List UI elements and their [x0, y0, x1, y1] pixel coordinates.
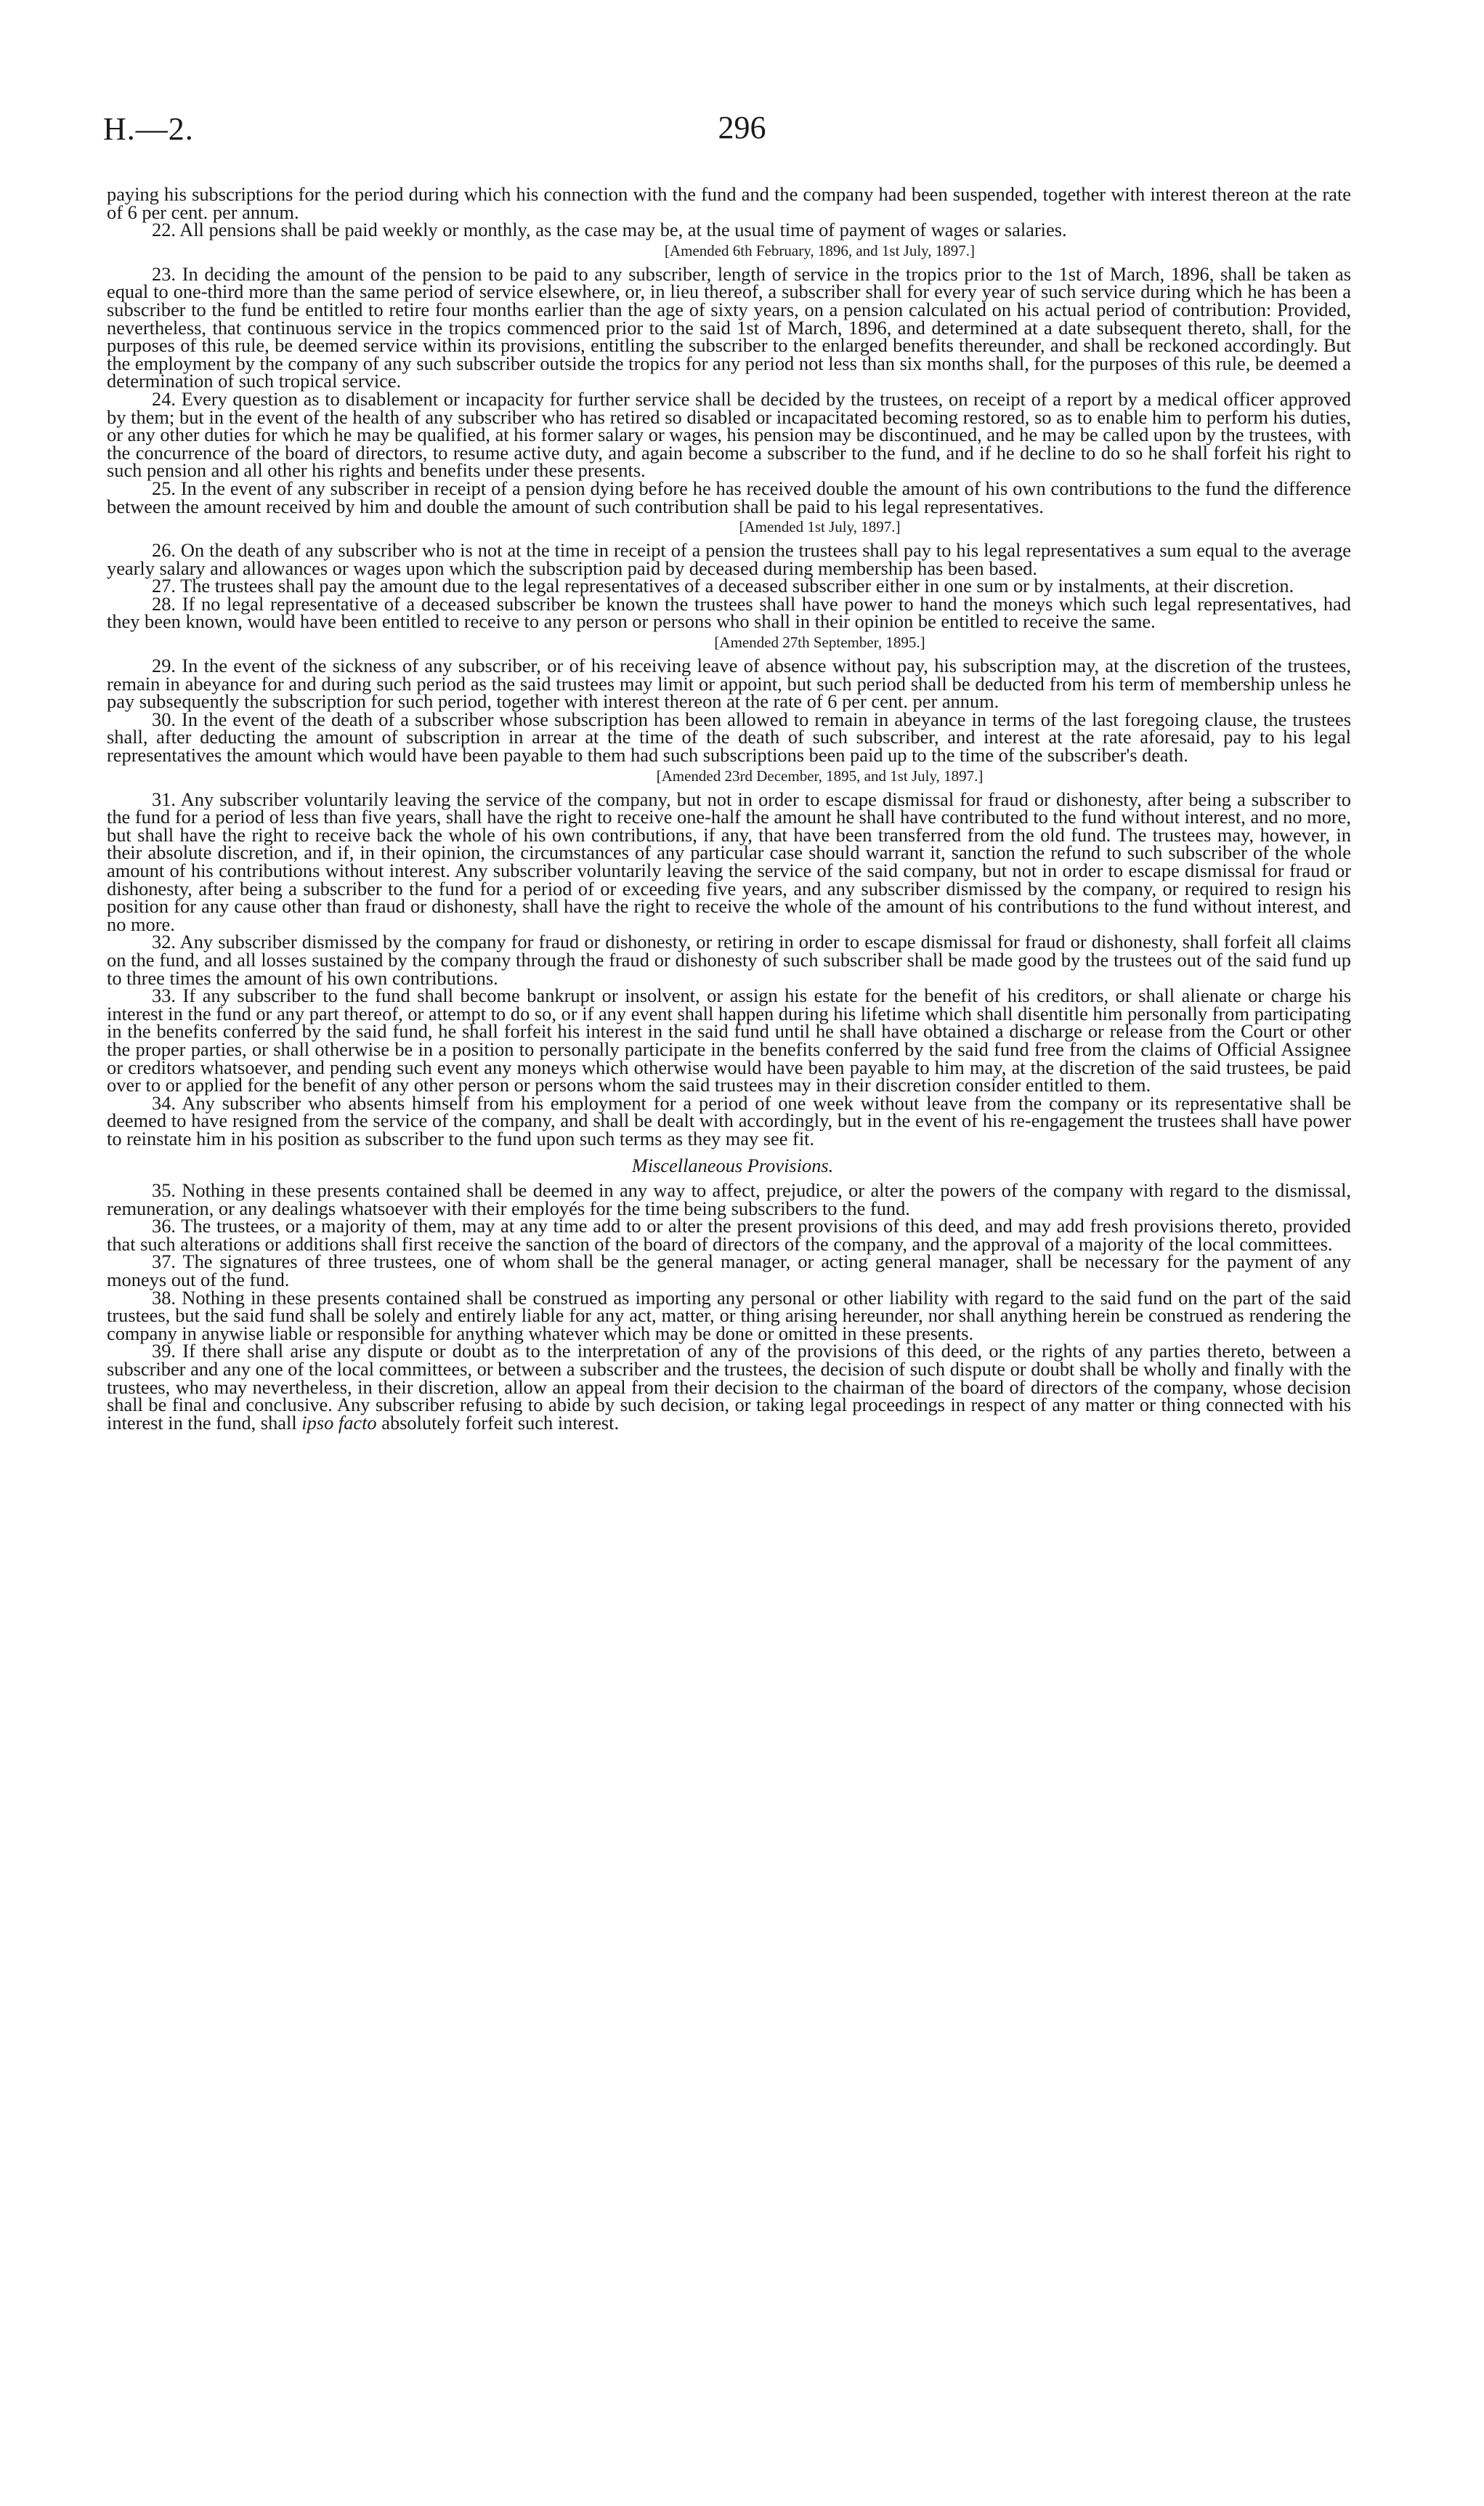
- clause-38: 38. Nothing in these presents contained shall be construed as importing any personal or other liability with regard to the said fund on the part of the said trustees, but the said fund shall be solely and entirely liable for any act, matter, or thing arising hereunder, nor shall anything herein be construed as rendering the company in anywise liable or responsible for anything whatever which may be done or omitted in these presents.: [107, 1286, 1351, 1344]
- amendment-note: [Amended 6th February, 1896, and 1st July, 1897.]: [664, 241, 976, 259]
- clause-35: 35. Nothing in these presents contained shall be deemed in any way to affect, prejudice, or alter the powers of the company with regard to the dismissal, remuneration, or any dealings whatsoever with their employés for the time being subscribers to the fund.: [107, 1179, 1351, 1219]
- section-heading: Miscellaneous Provisions.: [631, 1154, 834, 1176]
- clause-24: 24. Every question as to disablement or incapacity for further service shall be decided by the trustees, on receipt of a report by a medical officer approved by them; but in the event of the health of any subscriber who has retired so disabled or incapacitated becoming restored, so as to enable him to perform his duties, or any other duties for which he may be qualified, at his former salary or wages, his pension may be discontinued, and he may be called upon by the trustees, with the concurrence of the board of directors, to resume active duty, and again become a subscriber to the fund, and if he decline to do so he shall forfeit his right to such pension and all other his rights and benefits under these presents.: [107, 387, 1351, 482]
- clause-32: 32. Any subscriber dismissed by the company for fraud or dishonesty, or retiring in order to escape dismissal for fraud or dishonesty, shall forfeit all claims on the fund, and all losses sustained by the company through the fraud or dishonesty of such subscriber shall be made good by the trustees out of the said fund up to three times the amount of his own contributions.: [107, 931, 1351, 989]
- clause-33: 33. If any subscriber to the fund shall become bankrupt or insolvent, or assign his estate for the benefit of his creditors, or shall alienate or charge his interest in the fund or any part thereof, or attempt to do so, or if any event shall happen during his lifetime which shall disentitle him personally from participating in the benefits conferred by the said fund, he shall forfeit his interest in the said fund until he shall have obtained a discharge or release from the Court or other the proper parties, or shall otherwise be in a position to personally participate in the benefits conferred by the said fund free from the claims of Official Assignee or creditors whatsoever, and pending such event any moneys which otherwise would have been payable to him may, at the discretion of the said trustees, be paid over to or applied for the benefit of any other person or persons whom the said trustees may in their discretion consider entitled to them.: [107, 985, 1351, 1096]
- clause-39-text-end: absolutely forfeit such interest.: [381, 1411, 620, 1434]
- document-reference: H.—2.: [103, 111, 194, 147]
- clause-27: 27. The trustees shall pay the amount due to the legal representatives of a deceased subscriber either in one sum or by instalments, at their discretion.: [152, 575, 1294, 597]
- clause-39: [107, 1340, 1351, 1434]
- clause-30: 30. In the event of the death of a subscriber whose subscription has been allowed to remain in abeyance in terms of the last foregoing clause, the trustees shall, after deducting the amount of subscription in arrear at the time of the death of such subscriber, and interest at the rate aforesaid, pay to his legal representatives the amount which would have been payable to them had such subscriptions been paid up to the time of the subscriber's death.: [107, 708, 1351, 767]
- clause-23: 23. In deciding the amount of the pension to be paid to any subscriber, length of service in the tropics prior to the 1st of March, 1896, shall be taken as equal to one-third more than the same period of service elsewhere, or, in lieu thereof, a subscriber shall for every year of such service during which he has been a subscriber to the fund be entitled to retire four months earlier than the age of sixty years, on a pension calculated on his actual period of contribution: Provided, nevertheless, that continuous service in the tropics commenced prior to the said 1st of March, 1896, and determined at a date subsequent thereto, shall, for the purposes of this rule, be deemed service within its provisions, entitling the subscriber to the enlarged benefits thereunder, and shall be reckoned accordingly. But the employment by the company of any such subscriber outside the tropics for any period not less than six months shall, for the purposes of this rule, be deemed a determination of such tropical service.: [107, 262, 1351, 392]
- clause-22: 22. All pensions shall be paid weekly or monthly, as the case may be, at the usual time of payment of wages or salaries.: [152, 219, 1067, 241]
- clause-29: 29. In the event of the sickness of any subscriber, or of his receiving leave of absence without pay, his subscription may, at the discretion of the trustees, remain in abeyance for and during such period as the said trustees may limit or appoint, but such period shall be deducted from his term of membership unless he pay subsequently the subscription for such period, together with interest thereon at the rate of 6 per cent. per annum.: [107, 655, 1351, 713]
- clause-37: 37. The signatures of three trustees, one of whom shall be the general manager, or acting general manager, shall be necessary for the payment of any moneys out of the fund.: [107, 1250, 1351, 1291]
- document-body: [107, 183, 1351, 1434]
- amendment-note: [Amended 23rd December, 1895, and 1st July, 1897.]: [656, 767, 984, 785]
- amendment-note: [Amended 1st July, 1897.]: [739, 518, 901, 536]
- clause-31: 31. Any subscriber voluntarily leaving the service of the company, but not in order to escape dismissal for fraud or dishonesty, after being a subscriber to the fund for a period of less than five years, shall have the right to receive one-half the amount he shall have contributed to the fund without interest, and no more, but shall have the right to receive back the whole of his own contributions, if any, that have been transferred from the old fund. The trustees may, however, in their absolute discretion, and if, in their opinion, the circumstances of any particular case should warrant it, sanction the refund to such subscriber of the whole amount of his contributions without interest. Any subscriber voluntarily leaving the service of the said company, but not in order to escape dismissal for fraud or dishonesty, after being a subscriber to the fund for a period of or exceeding five years, and any subscriber dismissed by the company, or required to resign his position for any cause other than fraud or dishonesty, shall have the right to receive the whole of the amount of his contributions to the fund without interest, and no more.: [107, 788, 1351, 935]
- clause-39-text: 39. If there shall arise any dispute or doubt as to the interpretation of any of the provisions of this deed, or the rights of any parties thereto, between a subscriber and any one of the local committees, or between a subscriber and the trustees, the decision of such dispute or doubt shall be wholly and finally with the trustees, who may nevertheless, in their discretion, allow an appeal from their decision to the chairman of the board of directors of the company, whose decision shall be final and conclusive. Any subscriber refusing to abide by such decision, or taking legal proceedings in respect of any matter or thing connected with his interest in the fund, shall: [107, 1340, 1351, 1434]
- amendment-note: [Amended 27th September, 1895.]: [714, 634, 925, 652]
- paragraph-continued: paying his subscriptions for the period during which his connection with the fund and the company had been suspended, together with interest thereon at the rate of 6 per cent. per annum.: [107, 183, 1351, 223]
- clause-36: 36. The trustees, or a majority of them, may at any time add to or alter the present provisions of this deed, and may add fresh provisions thereto, provided that such alterations or additions shall first receive the sanction of the board of directors of the company, and the approval of a majority of the local committees.: [107, 1215, 1351, 1255]
- clause-28: 28. If no legal representative of a deceased subscriber be known the trustees shall have power to hand the moneys which such legal representatives, had they been known, would have been entitled to receive to any person or persons who shall in their opinion be entitled to receive the same.: [107, 592, 1351, 633]
- page-number: 296: [718, 110, 766, 145]
- clause-34: 34. Any subscriber who absents himself from his employment for a period of one week without leave from the company or its representative shall be deemed to have resigned from the service of the company, and shall be dealt with accordingly, but in the event of his re-engagement the trustees shall have power to reinstate him in his position as subscriber to the fund upon such terms as they may see fit.: [107, 1091, 1351, 1149]
- clause-39-latin-phrase: ipso facto: [301, 1411, 377, 1434]
- clause-25: 25. In the event of any subscriber in receipt of a pension dying before he has received double the amount of his own contributions to the fund the difference between the amount received by him and double the amount of such contribution shall be paid to his legal representatives.: [107, 477, 1351, 517]
- clause-26: 26. On the death of any subscriber who is not at the time in receipt of a pension the trustees shall pay to his legal representatives a sum equal to the average yearly salary and allowances or wages upon which the subscription paid by deceased during membership has been based.: [107, 539, 1351, 579]
